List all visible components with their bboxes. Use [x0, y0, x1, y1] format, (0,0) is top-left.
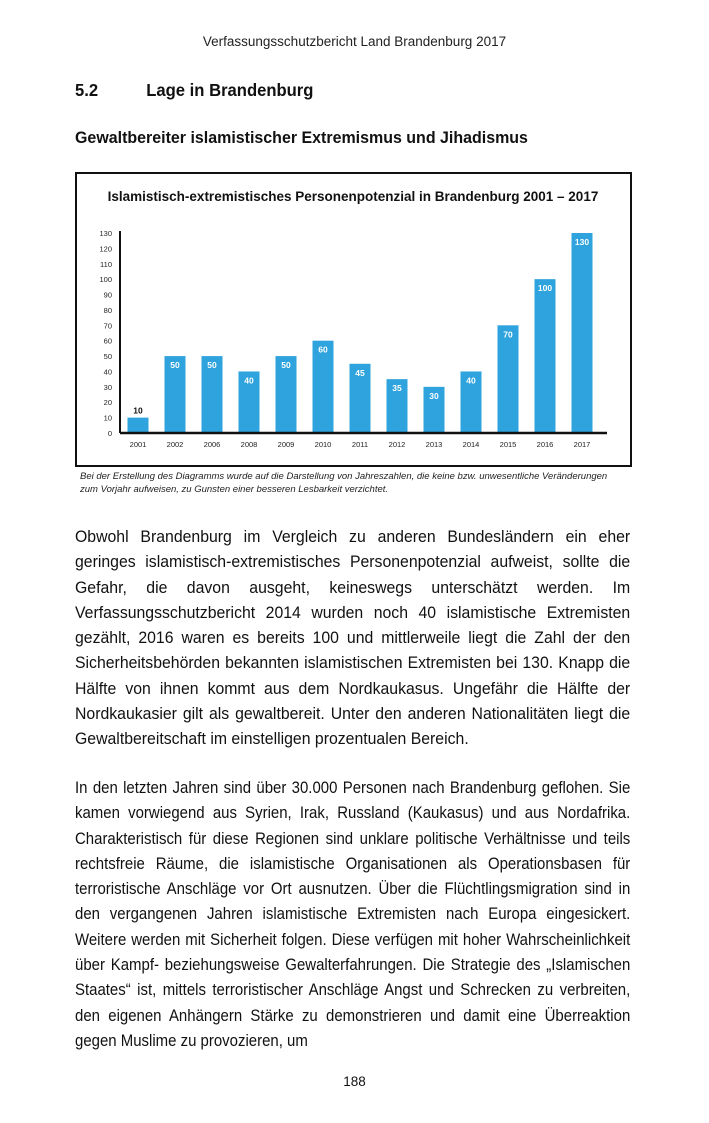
data-label: 45 [355, 367, 365, 378]
data-label: 40 [466, 375, 476, 386]
data-label: 40 [244, 375, 254, 386]
y-tick-label: 0 [107, 429, 112, 438]
y-tick-label: 90 [103, 290, 112, 300]
bar [535, 279, 556, 433]
x-tick-label: 2013 [425, 440, 443, 449]
bar [128, 418, 149, 433]
data-label: 50 [170, 360, 180, 371]
y-tick-label: 60 [103, 336, 112, 346]
bar [572, 233, 593, 433]
section-number: 5.2 [75, 80, 99, 100]
data-label: 10 [133, 405, 143, 416]
data-label: 35 [392, 383, 402, 394]
x-tick-label: 2017 [573, 440, 591, 449]
paragraph-2: In den letzten Jahren sind über 30.000 Personen nach Brandenburg geflohen. Sie kamen vorwiegend aus Syrien, Irak, Russland (Kaukasus) und aus Nordafrika. Charakteristisch für diese Regionen sind unklare politische Verhältnisse und teils rechtsfreie Räume, die islamistische Organisationen als Operationsbasen für terroristische Anschläge vor Ort ausnutzen. Über die Flüchtlingsmigration sind in den vergangenen Jahren islamistische Extremisten nach Europa eingesickert. Weitere werden mit Sicherheit folgen. Diese verfügen mit hoher Wahrscheinlichkeit über Kampf- beziehungsweise Gewalterfahrungen. Die Strategie des „Islamischen Staates“ ist, mittels terroristischer Anschläge Angst und Schrecken zu verbreiten, den eigenen Anhängern Stärke zu demonstrieren und damit eine Überreaktion gegen Muslime zu provozieren, um [75, 778, 631, 1050]
y-tick-label: 20 [103, 398, 112, 408]
section-heading [75, 80, 313, 101]
data-label: 100 [537, 283, 553, 294]
running-header: Verfassungsschutzbericht Land Brandenburg 2017 [202, 34, 507, 49]
x-tick-label: 2016 [536, 440, 554, 449]
paragraph-1: Obwohl Brandenburg im Vergleich zu anderen Bundesländern ein eher geringes islamistisch-extremistisches Personenpotenzial aufweist, sollte die Gefahr, die davon ausgeht, keineswegs unterschätzt werden. Im Verfassungsschutzbericht 2014 wurden noch 40 islamistische Extremisten gezählt, 2016 waren es bereits 100 und mittlerweile liegt die Zahl der den Sicherheitsbehörden bekannten islamistischen Extremisten bei 130. Knapp die Hälfte von ihnen kommt aus dem Nordkaukasus. Ungefähr die Hälfte der Nordkaukasier gilt als gewaltbereit. Unter den anderen Nationalitäten liegt die Gewaltbereitschaft im einstelligen prozentualen Bereich. [75, 527, 631, 749]
data-label: 50 [207, 360, 217, 371]
y-tick-label: 70 [103, 321, 112, 331]
section-title: Lage in Brandenburg [146, 80, 314, 100]
data-label: 130 [574, 237, 590, 247]
data-label: 30 [429, 390, 439, 401]
y-tick-label: 100 [99, 275, 112, 285]
data-label: 60 [318, 344, 328, 355]
x-tick-label: 2006 [203, 440, 221, 449]
x-tick-label: 2002 [166, 440, 184, 449]
x-tick-label: 2009 [277, 440, 295, 449]
y-tick-label: 80 [103, 305, 112, 315]
y-tick-label: 10 [103, 413, 112, 423]
x-tick-label: 2014 [462, 440, 480, 449]
y-tick-label: 110 [100, 259, 112, 269]
chart-caption: Bei der Erstellung des Diagramms wurde auf die Darstellung von Jahreszahlen, die keine bzw. unwesentliche Veränderungen zum Vorjahr aufweisen, zu Gunsten einer besseren Lesbarkeit verzichtet. [80, 471, 608, 495]
x-tick-label: 2011 [351, 440, 369, 449]
y-tick-label: 40 [103, 367, 112, 377]
y-tick-label: 120 [99, 244, 112, 254]
x-tick-label: 2012 [388, 440, 406, 449]
subheading: Gewaltbereiter islamistischer Extremismus und Jihadismus [75, 128, 528, 147]
y-tick-label: 50 [103, 352, 112, 362]
page-number: 188 [343, 1074, 366, 1089]
x-tick-label: 2001 [129, 440, 147, 449]
x-tick-label: 2010 [314, 440, 332, 449]
y-tick-label: 30 [103, 382, 112, 392]
data-label: 50 [281, 360, 291, 371]
bar [498, 325, 519, 433]
bar-chart [77, 174, 630, 465]
chart-title: Islamistisch-extremistisches Personenpotenzial in Brandenburg 2001 – 2017 [107, 189, 599, 204]
chart-frame [75, 172, 632, 467]
data-label: 70 [503, 329, 513, 340]
x-tick-label: 2008 [240, 440, 258, 449]
y-tick-label: 130 [99, 229, 112, 238]
x-tick-label: 2015 [499, 440, 517, 449]
